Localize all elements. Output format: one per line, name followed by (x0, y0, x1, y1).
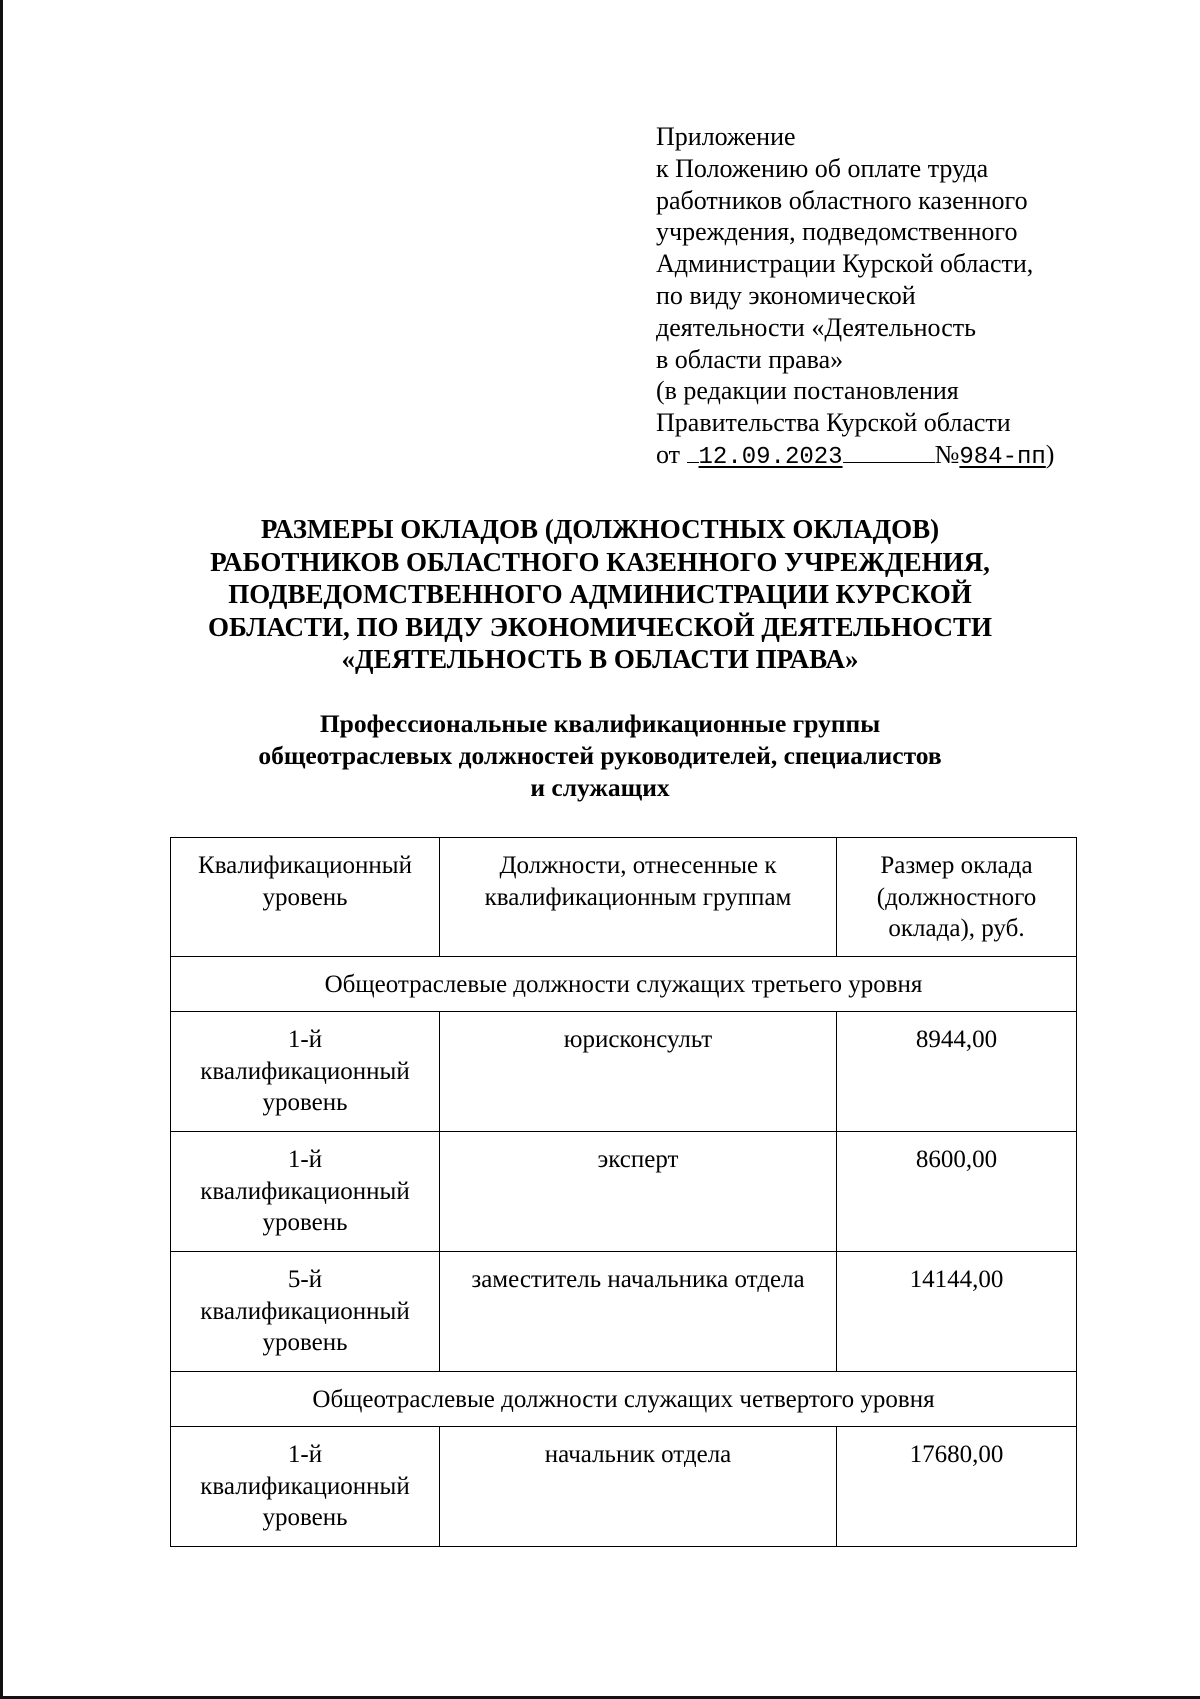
resolution-date-line (656, 439, 1116, 474)
subtitle-line: и служащих (530, 773, 670, 802)
resolution-number: 984-пп (959, 443, 1046, 471)
level-text: уровень (262, 1089, 348, 1116)
appendix-line: Приложение (656, 122, 796, 151)
table-row (171, 1132, 1077, 1252)
title-line: РАЗМЕРЫ ОКЛАДОВ (ДОЛЖНОСТНЫХ ОКЛАДОВ) (260, 514, 940, 544)
header-text: Квалификационный (198, 852, 412, 879)
title-line: «ДЕЯТЕЛЬНОСТЬ В ОБЛАСТИ ПРАВА» (341, 644, 859, 675)
document-title (170, 513, 1030, 676)
level-text: уровень (262, 1504, 348, 1531)
salary-cell: 14144,00 (837, 1252, 1077, 1372)
appendix-line: (в редакции постановления (656, 376, 959, 406)
closing-paren: ) (1045, 439, 1055, 469)
position-cell: начальник отдела (440, 1427, 837, 1547)
appendix-line: деятельности «Деятельность (656, 312, 976, 342)
position-cell: эксперт (440, 1132, 837, 1252)
table-header-row (171, 838, 1077, 957)
level-cell (171, 1427, 440, 1547)
level-text: квалификационный (200, 1177, 410, 1205)
level-text: квалификационный (200, 1297, 410, 1325)
header-text: оклада), руб. (888, 915, 1025, 942)
table-row (171, 1252, 1077, 1372)
group-title: Общеотраслевые должности служащих третьего уровня (171, 957, 1077, 1012)
subtitle-line: Профессиональные квалификационные группы (319, 709, 881, 738)
header-text: Размер оклада (880, 852, 1033, 879)
level-text: 1-й (287, 1146, 323, 1173)
level-cell (171, 1132, 440, 1252)
date-underline (687, 461, 699, 463)
header-level (171, 838, 440, 957)
appendix-line: по виду экономической (656, 280, 916, 310)
level-text: уровень (262, 1209, 348, 1236)
salary-cell: 17680,00 (837, 1427, 1077, 1547)
number-prefix: № (934, 439, 960, 469)
date-underline (843, 461, 935, 463)
appendix-note (656, 121, 1116, 474)
salary-cell: 8600,00 (837, 1132, 1077, 1252)
position-cell: заместитель начальника отдела (440, 1252, 837, 1372)
scan-border-left (0, 0, 3, 1699)
table-row (171, 1012, 1077, 1132)
header-text: (должностного (876, 883, 1037, 911)
header-salary (837, 838, 1077, 957)
level-cell (171, 1012, 440, 1132)
level-text: уровень (262, 1329, 348, 1356)
appendix-line: в области права» (656, 344, 844, 374)
appendix-line: Администрации Курской области, (656, 249, 1034, 279)
resolution-date: 12.09.2023 (698, 443, 843, 471)
position-cell: юрисконсульт (440, 1012, 837, 1132)
level-text: 5-й (287, 1266, 323, 1293)
group-row (171, 957, 1077, 1012)
subtitle-line: общеотраслевых должностей руководителей, специалистов (258, 741, 942, 770)
title-line: РАБОТНИКОВ ОБЛАСТНОГО КАЗЕННОГО УЧРЕЖДЕНИЯ, (210, 546, 990, 577)
appendix-line: к Положению об оплате труда (656, 153, 989, 183)
title-line: ПОДВЕДОМСТВЕННОГО АДМИНИСТРАЦИИ КУРСКОЙ (228, 579, 972, 610)
appendix-line: Правительства Курской области (656, 408, 1011, 438)
salary-cell: 8944,00 (837, 1012, 1077, 1132)
header-position (440, 838, 837, 957)
date-prefix: от (656, 439, 681, 469)
table-row (171, 1427, 1077, 1547)
header-text: уровень (262, 883, 348, 911)
header-text: Должности, отнесенные к (499, 852, 777, 879)
level-text: 1-й (287, 1441, 323, 1468)
group-row (171, 1372, 1077, 1427)
level-text: квалификационный (200, 1472, 410, 1500)
level-text: квалификационный (200, 1057, 410, 1085)
group-title: Общеотраслевые должности служащих четвертого уровня (171, 1372, 1077, 1427)
title-line: ОБЛАСТИ, ПО ВИДУ ЭКОНОМИЧЕСКОЙ ДЕЯТЕЛЬНОСТИ (208, 611, 992, 642)
appendix-line: учреждения, подведомственного (656, 217, 1018, 247)
level-text: 1-й (287, 1026, 323, 1053)
section-subtitle (170, 708, 1030, 804)
level-cell (171, 1252, 440, 1372)
appendix-line: работников областного казенного (656, 185, 1028, 215)
salary-table (170, 837, 1077, 1547)
header-text: квалификационным группам (484, 883, 792, 911)
